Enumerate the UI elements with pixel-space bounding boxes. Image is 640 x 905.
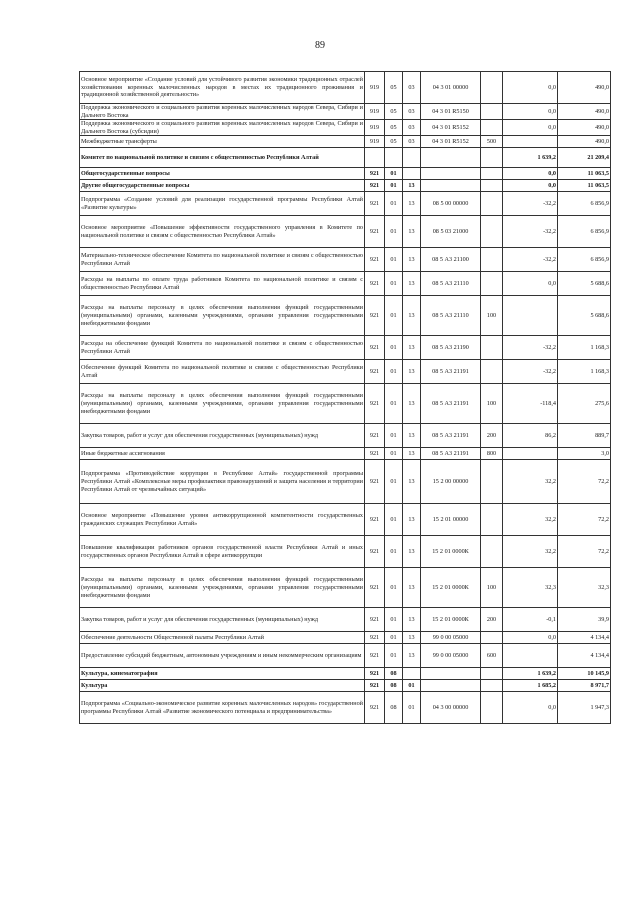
table-row xyxy=(80,136,611,148)
row-target-article: 04 3 01 R5150 xyxy=(421,104,481,120)
row-subsection-code: 13 xyxy=(403,424,421,448)
table-row xyxy=(80,168,611,180)
row-section-code: 01 xyxy=(385,272,403,296)
row-amount-total: 32,3 xyxy=(558,568,611,608)
row-name: Закупка товаров, работ и услуг для обеспечения государственных (муниципальных) нужд xyxy=(80,424,365,448)
row-section-code: 01 xyxy=(385,360,403,384)
row-name: Подпрограмма «Противодействие коррупции в Республике Алтай» государственной программы Республики Алтай «Комплексные меры профилактики правонарушений и защита населения и территории Республики Алтай от чрезвычайных ситуаций» xyxy=(80,460,365,504)
row-expense-type xyxy=(481,680,503,692)
row-ved-code: 921 xyxy=(365,460,385,504)
row-expense-type xyxy=(481,248,503,272)
row-target-article: 08 5 00 00000 xyxy=(421,192,481,216)
row-section-code: 01 xyxy=(385,632,403,644)
row-section-code: 05 xyxy=(385,72,403,104)
row-expense-type xyxy=(481,168,503,180)
row-expense-type xyxy=(481,180,503,192)
row-section-code: 01 xyxy=(385,192,403,216)
table-row xyxy=(80,336,611,360)
row-subsection-code: 13 xyxy=(403,336,421,360)
row-amount-change: 0,0 xyxy=(503,272,558,296)
table-row xyxy=(80,668,611,680)
row-expense-type xyxy=(481,360,503,384)
row-subsection-code: 13 xyxy=(403,568,421,608)
row-name: Комитет по национальной политике и связям с общественностью Республики Алтай xyxy=(80,148,365,168)
row-name: Обеспечение деятельности Общественной палаты Республики Алтай xyxy=(80,632,365,644)
row-amount-change: -32,2 xyxy=(503,360,558,384)
table-row xyxy=(80,692,611,724)
table-row xyxy=(80,120,611,136)
row-subsection-code: 13 xyxy=(403,632,421,644)
row-target-article: 08 5 03 21000 xyxy=(421,216,481,248)
row-amount-total: 72,2 xyxy=(558,504,611,536)
row-name: Основное мероприятие «Повышение эффективности государственного управления в Комитете по национальной политике и связям с общественностью Республики Алтай» xyxy=(80,216,365,248)
row-name: Культура, кинематография xyxy=(80,668,365,680)
row-expense-type: 200 xyxy=(481,424,503,448)
row-expense-type xyxy=(481,692,503,724)
row-amount-change xyxy=(503,448,558,460)
row-name: Основное мероприятие «Повышение уровня антикоррупционной компетентности государственных гражданских служащих Республики Алтай» xyxy=(80,504,365,536)
table-row xyxy=(80,180,611,192)
row-section-code: 01 xyxy=(385,248,403,272)
row-name: Другие общегосударственные вопросы xyxy=(80,180,365,192)
row-amount-change: 0,0 xyxy=(503,632,558,644)
row-name: Подпрограмма «Социально-экономическое развитие коренных малочисленных народов» государственной программы Республики Алтай «Развитие экономического потенциала и предпринимательства» xyxy=(80,692,365,724)
table-row xyxy=(80,104,611,120)
row-ved-code: 921 xyxy=(365,336,385,360)
row-name: Иные бюджетные ассигнования xyxy=(80,448,365,460)
row-amount-total: 11 063,5 xyxy=(558,168,611,180)
row-target-article xyxy=(421,680,481,692)
row-amount-change: 1 685,2 xyxy=(503,680,558,692)
row-amount-total: 10 145,9 xyxy=(558,668,611,680)
row-target-article: 08 5 А3 21191 xyxy=(421,448,481,460)
row-section-code: 05 xyxy=(385,120,403,136)
row-ved-code: 921 xyxy=(365,360,385,384)
row-target-article: 08 5 А3 21110 xyxy=(421,272,481,296)
row-expense-type xyxy=(481,460,503,504)
row-ved-code: 921 xyxy=(365,424,385,448)
row-expense-type xyxy=(481,192,503,216)
row-section-code: 01 xyxy=(385,536,403,568)
row-section-code: 05 xyxy=(385,104,403,120)
row-target-article xyxy=(421,180,481,192)
row-expense-type xyxy=(481,120,503,136)
row-section-code: 01 xyxy=(385,460,403,504)
row-amount-change: 0,0 xyxy=(503,168,558,180)
row-expense-type xyxy=(481,272,503,296)
row-ved-code: 921 xyxy=(365,384,385,424)
row-expense-type: 600 xyxy=(481,644,503,668)
row-ved-code: 921 xyxy=(365,692,385,724)
row-expense-type xyxy=(481,104,503,120)
row-subsection-code: 13 xyxy=(403,644,421,668)
row-section-code: 08 xyxy=(385,692,403,724)
table-row xyxy=(80,644,611,668)
row-ved-code: 921 xyxy=(365,296,385,336)
row-section-code: 01 xyxy=(385,216,403,248)
row-amount-total: 72,2 xyxy=(558,460,611,504)
row-ved-code: 919 xyxy=(365,120,385,136)
page-number: 89 xyxy=(315,40,325,51)
row-expense-type: 100 xyxy=(481,384,503,424)
row-target-article: 99 0 00 05000 xyxy=(421,644,481,668)
row-amount-total: 1 168,3 xyxy=(558,360,611,384)
row-amount-total: 275,6 xyxy=(558,384,611,424)
row-amount-total: 3,0 xyxy=(558,448,611,460)
row-amount-total: 889,7 xyxy=(558,424,611,448)
row-subsection-code: 13 xyxy=(403,192,421,216)
row-expense-type xyxy=(481,336,503,360)
row-expense-type xyxy=(481,72,503,104)
row-section-code: 01 xyxy=(385,608,403,632)
row-subsection-code: 13 xyxy=(403,448,421,460)
row-expense-type xyxy=(481,632,503,644)
row-amount-change: 32,2 xyxy=(503,504,558,536)
row-amount-total: 490,0 xyxy=(558,136,611,148)
row-name: Расходы на выплаты по оплате труда работников Комитета по национальной политике и связям с общественностью Республики Алтай xyxy=(80,272,365,296)
row-amount-total: 6 856,9 xyxy=(558,192,611,216)
row-amount-change: 0,0 xyxy=(503,120,558,136)
row-section-code: 01 xyxy=(385,296,403,336)
row-section-code: 05 xyxy=(385,136,403,148)
row-amount-total: 6 856,9 xyxy=(558,216,611,248)
row-expense-type xyxy=(481,148,503,168)
row-name: Обеспечение функций Комитета по национальной политике и связям с общественностью Республики Алтай xyxy=(80,360,365,384)
row-amount-total: 490,0 xyxy=(558,72,611,104)
row-amount-change xyxy=(503,296,558,336)
row-amount-change: -32,2 xyxy=(503,336,558,360)
table-row xyxy=(80,424,611,448)
table-row xyxy=(80,296,611,336)
row-amount-change: -0,1 xyxy=(503,608,558,632)
row-section-code: 01 xyxy=(385,424,403,448)
row-ved-code: 921 xyxy=(365,168,385,180)
row-target-article: 04 3 01 R5152 xyxy=(421,136,481,148)
row-amount-total: 5 688,6 xyxy=(558,296,611,336)
row-section-code: 08 xyxy=(385,680,403,692)
row-name: Расходы на выплаты персоналу в целях обеспечения выполнения функций государственными (муниципальными) органами, казенными учреждениями, органами управления государственными внебюджетными фондами xyxy=(80,296,365,336)
table-row xyxy=(80,536,611,568)
row-expense-type: 800 xyxy=(481,448,503,460)
row-section-code: 01 xyxy=(385,180,403,192)
row-ved-code: 921 xyxy=(365,504,385,536)
row-section-code: 01 xyxy=(385,384,403,424)
row-ved-code: 921 xyxy=(365,632,385,644)
row-subsection-code: 13 xyxy=(403,384,421,424)
row-amount-total: 490,0 xyxy=(558,104,611,120)
row-amount-change: -118,4 xyxy=(503,384,558,424)
row-amount-change: 1 639,2 xyxy=(503,668,558,680)
row-ved-code: 921 xyxy=(365,680,385,692)
row-name: Предоставление субсидий бюджетным, автономным учреждениям и иным некоммерческим организациям xyxy=(80,644,365,668)
row-section-code: 01 xyxy=(385,644,403,668)
row-expense-type xyxy=(481,536,503,568)
row-name: Повышение квалификации работников органов государственной власти Республики Алтай и иных государственных органов Республики Алтай в сфере антикоррупции xyxy=(80,536,365,568)
row-ved-code: 921 xyxy=(365,644,385,668)
row-name: Межбюджетные трансферты xyxy=(80,136,365,148)
row-expense-type xyxy=(481,504,503,536)
row-name: Поддержка экономического и социального развития коренных малочисленных народов Севера, Сибири и Дальнего Востока (субсидии) xyxy=(81,120,363,135)
row-amount-change: 32,2 xyxy=(503,536,558,568)
row-target-article: 15 2 00 00000 xyxy=(421,460,481,504)
row-name: Подпрограмма «Создание условий для реализации государственной программы Республики Алтай «Развитие культуры» xyxy=(80,192,365,216)
table-row xyxy=(80,632,611,644)
row-amount-change xyxy=(503,644,558,668)
row-subsection-code: 13 xyxy=(403,460,421,504)
row-amount-change: -32,2 xyxy=(503,192,558,216)
table-row xyxy=(80,568,611,608)
row-target-article: 08 5 А3 21191 xyxy=(421,360,481,384)
row-subsection-code: 03 xyxy=(403,136,421,148)
row-section-code xyxy=(385,148,403,168)
row-ved-code: 921 xyxy=(365,568,385,608)
table-row xyxy=(80,504,611,536)
row-section-code: 01 xyxy=(385,168,403,180)
row-amount-total: 5 688,6 xyxy=(558,272,611,296)
row-ved-code: 919 xyxy=(365,104,385,120)
row-ved-code: 921 xyxy=(365,216,385,248)
row-subsection-code: 13 xyxy=(403,504,421,536)
row-ved-code: 921 xyxy=(365,448,385,460)
row-amount-total: 4 134,4 xyxy=(558,632,611,644)
table-row xyxy=(80,192,611,216)
row-amount-change xyxy=(503,136,558,148)
row-subsection-code: 13 xyxy=(403,296,421,336)
row-name: Поддержка экономического и социального развития коренных малочисленных народов Севера, Сибири и Дальнего Востока xyxy=(81,104,363,119)
table-row xyxy=(80,216,611,248)
row-expense-type: 500 xyxy=(481,136,503,148)
row-ved-code: 921 xyxy=(365,536,385,568)
budget-table xyxy=(79,71,611,724)
table-row xyxy=(80,608,611,632)
table-row xyxy=(80,360,611,384)
row-target-article: 08 5 А3 21191 xyxy=(421,424,481,448)
row-ved-code: 921 xyxy=(365,272,385,296)
table-row xyxy=(80,384,611,424)
row-target-article: 04 3 01 R5152 xyxy=(421,120,481,136)
row-target-article: 04 3 00 00000 xyxy=(421,692,481,724)
row-target-article: 08 5 А3 21100 xyxy=(421,248,481,272)
row-name: Расходы на выплаты персоналу в целях обеспечения выполнения функций государственными (муниципальными) органами, казенными учреждениями, органами управления государственными внебюджетными фондами xyxy=(80,384,365,424)
row-expense-type xyxy=(481,668,503,680)
row-target-article: 15 2 01 0000К xyxy=(421,536,481,568)
row-amount-change: 86,2 xyxy=(503,424,558,448)
row-amount-change: -32,2 xyxy=(503,216,558,248)
row-name: Расходы на выплаты персоналу в целях обеспечения выполнения функций государственными (муниципальными) органами, казенными учреждениями, органами управления государственными внебюджетными фондами xyxy=(80,568,365,608)
row-subsection-code: 03 xyxy=(403,120,421,136)
row-target-article xyxy=(421,148,481,168)
row-ved-code: 921 xyxy=(365,192,385,216)
row-subsection-code: 13 xyxy=(403,216,421,248)
row-subsection-code xyxy=(403,168,421,180)
row-subsection-code xyxy=(403,148,421,168)
row-subsection-code: 13 xyxy=(403,248,421,272)
table-row xyxy=(80,72,611,104)
row-ved-code xyxy=(365,148,385,168)
row-section-code: 01 xyxy=(385,504,403,536)
row-amount-change: 0,0 xyxy=(503,180,558,192)
table-row xyxy=(80,272,611,296)
row-target-article: 15 2 01 00000 xyxy=(421,504,481,536)
row-target-article: 08 5 А3 21190 xyxy=(421,336,481,360)
row-subsection-code: 13 xyxy=(403,360,421,384)
row-section-code: 08 xyxy=(385,668,403,680)
row-expense-type: 200 xyxy=(481,608,503,632)
row-ved-code: 921 xyxy=(365,248,385,272)
row-ved-code: 921 xyxy=(365,668,385,680)
row-amount-total: 490,0 xyxy=(558,120,611,136)
row-target-article: 99 0 00 05000 xyxy=(421,632,481,644)
row-amount-change: 0,0 xyxy=(503,72,558,104)
row-section-code: 01 xyxy=(385,568,403,608)
row-subsection-code: 01 xyxy=(403,692,421,724)
table-row xyxy=(80,148,611,168)
row-subsection-code: 13 xyxy=(403,608,421,632)
row-subsection-code: 13 xyxy=(403,272,421,296)
row-name: Основное мероприятие «Создание условий для устойчивого развития экономики традиционных отраслей хозяйствования коренных малочисленных народов в местах их традиционного проживания и традиционной хозяйственной деятельности» xyxy=(80,72,365,104)
row-target-article: 08 5 А3 21110 xyxy=(421,296,481,336)
row-amount-total: 39,9 xyxy=(558,608,611,632)
row-amount-change: 32,3 xyxy=(503,568,558,608)
row-amount-change: -32,2 xyxy=(503,248,558,272)
row-expense-type: 100 xyxy=(481,296,503,336)
row-name: Культура xyxy=(80,680,365,692)
row-amount-change: 0,0 xyxy=(503,692,558,724)
row-amount-change: 32,2 xyxy=(503,460,558,504)
row-amount-total: 4 134,4 xyxy=(558,644,611,668)
row-ved-code: 921 xyxy=(365,608,385,632)
row-name: Общегосударственные вопросы xyxy=(80,168,365,180)
row-target-article xyxy=(421,668,481,680)
row-amount-change: 0,0 xyxy=(503,104,558,120)
row-target-article xyxy=(421,168,481,180)
row-amount-total: 72,2 xyxy=(558,536,611,568)
row-amount-total: 21 209,4 xyxy=(558,148,611,168)
row-ved-code: 919 xyxy=(365,72,385,104)
table-row xyxy=(80,248,611,272)
table-row xyxy=(80,448,611,460)
row-ved-code: 919 xyxy=(365,136,385,148)
row-amount-total: 8 971,7 xyxy=(558,680,611,692)
row-subsection-code: 01 xyxy=(403,680,421,692)
row-amount-total: 1 168,3 xyxy=(558,336,611,360)
row-subsection-code: 03 xyxy=(403,104,421,120)
row-target-article: 08 5 А3 21191 xyxy=(421,384,481,424)
row-name: Расходы на обеспечение функций Комитета по национальной политике и связям с общественностью Республики Алтай xyxy=(80,336,365,360)
row-target-article: 15 2 01 0000К xyxy=(421,568,481,608)
table-row xyxy=(80,680,611,692)
row-name: Закупка товаров, работ и услуг для обеспечения государственных (муниципальных) нужд xyxy=(80,608,365,632)
row-target-article: 15 2 01 0000К xyxy=(421,608,481,632)
row-subsection-code: 13 xyxy=(403,180,421,192)
row-amount-total: 6 856,9 xyxy=(558,248,611,272)
table-body xyxy=(80,72,611,724)
row-subsection-code: 03 xyxy=(403,72,421,104)
row-amount-change: 1 639,2 xyxy=(503,148,558,168)
row-expense-type: 100 xyxy=(481,568,503,608)
row-subsection-code: 13 xyxy=(403,536,421,568)
row-subsection-code xyxy=(403,668,421,680)
row-target-article: 04 3 01 00000 xyxy=(421,72,481,104)
row-amount-total: 1 947,3 xyxy=(558,692,611,724)
row-name: Материально-техническое обеспечение Комитета по национальной политике и связям с общественностью Республики Алтай xyxy=(80,248,365,272)
row-expense-type xyxy=(481,216,503,248)
table-row xyxy=(80,460,611,504)
row-section-code: 01 xyxy=(385,448,403,460)
row-ved-code: 921 xyxy=(365,180,385,192)
row-amount-total: 11 063,5 xyxy=(558,180,611,192)
row-section-code: 01 xyxy=(385,336,403,360)
